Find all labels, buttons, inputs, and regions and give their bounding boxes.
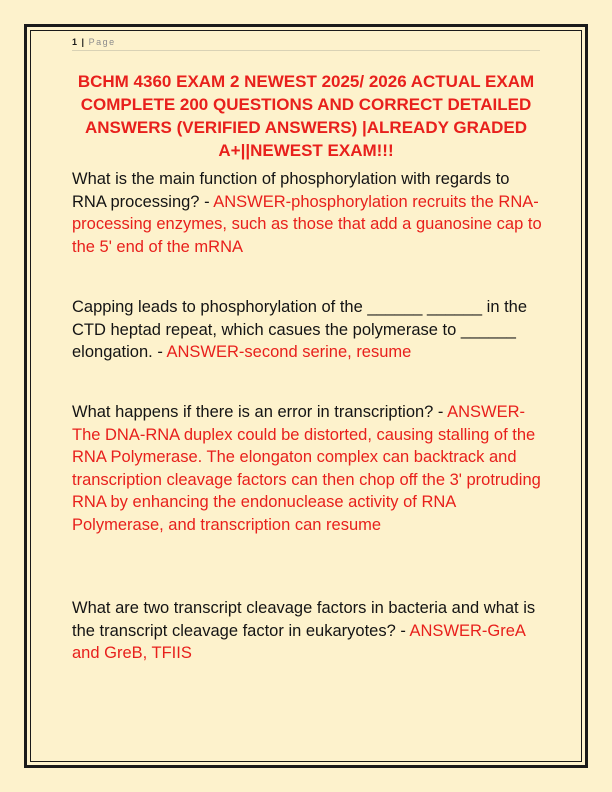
answer-text: ANSWER-GreA and GreB, TFIIS	[72, 621, 526, 662]
page-separator: |	[81, 37, 85, 47]
page-header	[72, 36, 540, 51]
qa-item	[72, 597, 542, 665]
qa-item	[72, 401, 542, 536]
document-title: BCHM 4360 EXAM 2 NEWEST 2025/ 2026 ACTUAL EXAM COMPLETE 200 QUESTIONS AND CORRECT DETAILED ANSWERS (VERIFIED ANSWERS) |ALREADY GRADED A+||NEWEST EXAM!!!	[77, 72, 535, 160]
page-number: 1	[72, 37, 78, 47]
answer-text: ANSWER-The DNA-RNA duplex could be distorted, causing stalling of the RNA Polymerase. The elongaton complex can backtrack and transcription cleavage factors can then chop off the 3' protruding RNA by enhancing the endonuclease activity of RNA Polymerase, and transcription can resume	[72, 403, 541, 534]
question-text: Capping leads to phosphorylation of the ______ ______ in the CTD heptad repeat, which casues the polymerase to ______ elongation. -	[72, 298, 528, 361]
qa-item	[72, 296, 542, 364]
answer-text: ANSWER-phosphorylation recruits the RNA-processing enzymes, such as those that add a guanosine cap to the 5' end of the mRNA	[72, 192, 542, 256]
page-label: Page	[88, 37, 116, 47]
question-text: What is the main function of phosphorylation with regards to RNA processing? -	[72, 170, 510, 211]
qa-item	[72, 168, 542, 258]
question-text: What are two transcript cleavage factors in bacteria and what is the transcript cleavage factor in eukaryotes? -	[72, 599, 536, 640]
question-text: What happens if there is an error in transcription? -	[72, 403, 448, 421]
answer-text: ANSWER-second serine, resume	[166, 343, 412, 361]
